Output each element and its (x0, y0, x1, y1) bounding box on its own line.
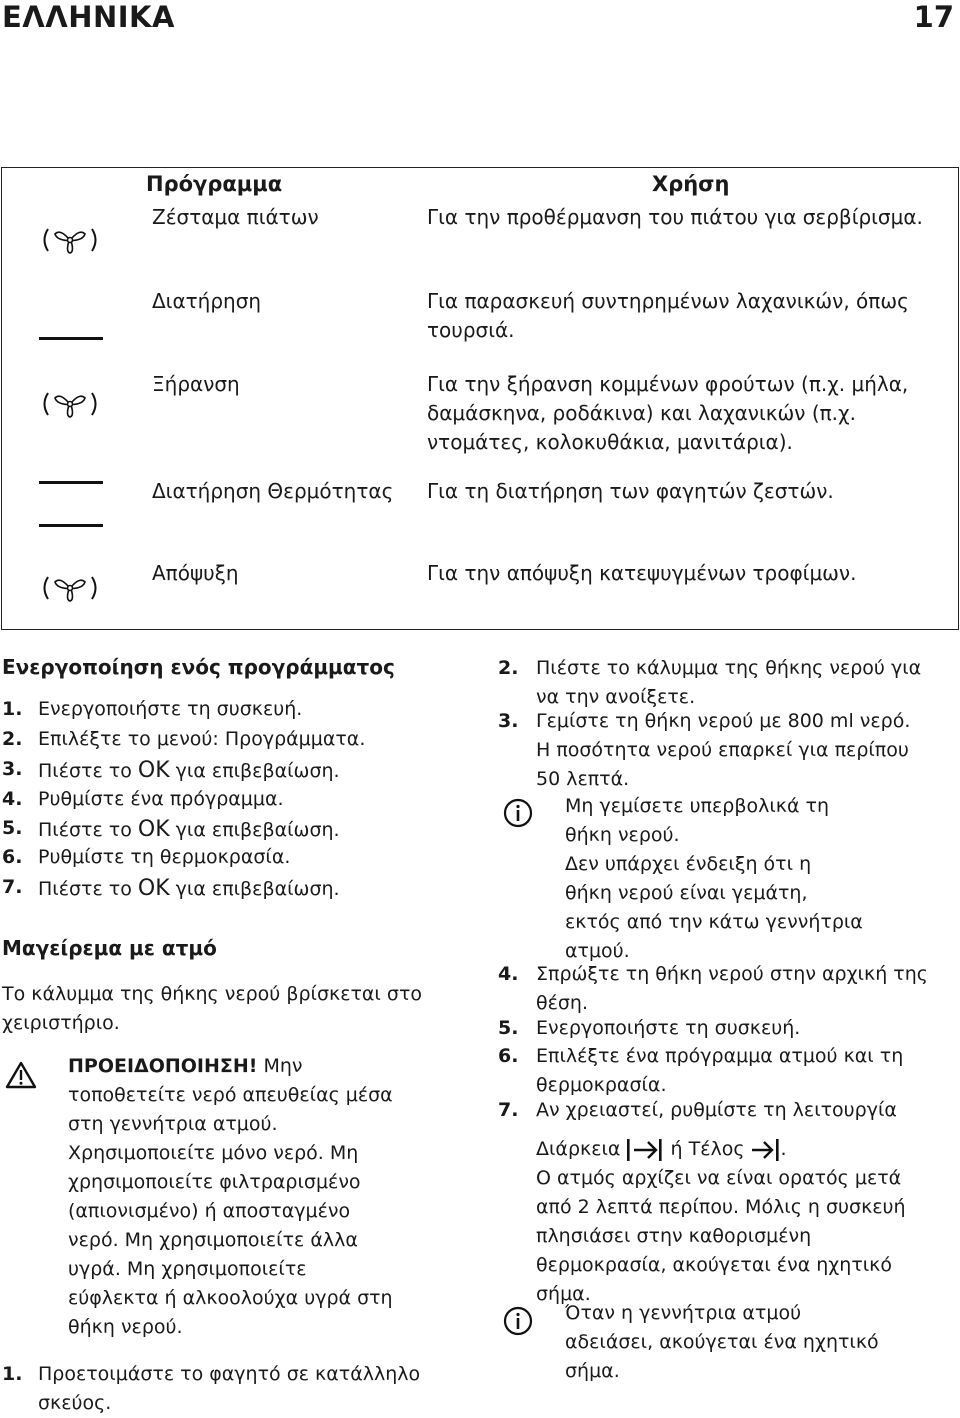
step-number: 4. (2, 788, 23, 810)
step-text (536, 960, 928, 1018)
step-number: 1. (2, 698, 23, 720)
program-name: Ζέσταμα πιάτων (152, 205, 319, 229)
intro-line: χειριστήριο. (2, 1012, 120, 1034)
step-text (38, 1360, 420, 1418)
step-text-post: για επιβεβαίωση. (169, 878, 340, 900)
step-text-post: για επιβεβαίωση. (169, 760, 340, 782)
end-label: ή Τέλος (664, 1138, 751, 1160)
step-text (38, 758, 340, 783)
step-number: 2. (498, 657, 519, 679)
warning-line: χρησιμοποιείτε φιλτραρισμένο (68, 1171, 361, 1193)
ok-button-label: OK (137, 758, 170, 783)
language-heading: ΕΛΛΗΝΙΚΑ (2, 0, 175, 34)
note-line: σήμα. (565, 1360, 620, 1382)
warning-line: νερό. Μη χρησιμοποιείτε άλλα (68, 1229, 358, 1251)
page-number: 17 (913, 0, 954, 34)
step-line: σήμα. (536, 1283, 591, 1305)
step-number: 5. (498, 1017, 519, 1039)
step-line: πλησιάσει στην καθορισμένη (536, 1225, 812, 1247)
step-2 (2, 728, 462, 758)
use-line: Για την ξήρανση κομμένων φρούτων (π.χ. μήλα, (427, 372, 909, 396)
step-line: Προετοιμάστε το φαγητό σε κατάλληλο (38, 1363, 421, 1385)
program-name: Διατήρηση (152, 289, 262, 313)
step-line: Πιέστε το κάλυμμα της θήκης νερού για (536, 657, 922, 679)
warning-label: ΠΡΟΕΙΔΟΠΟΙΗΣΗ! (68, 1055, 258, 1077)
note-line: Δεν υπάρχει ένδειξη ότι η (565, 853, 812, 875)
program-name: Απόψυξη (152, 561, 239, 585)
step-line: Σπρώξτε τη θήκη νερού στην αρχική της (536, 963, 928, 985)
step-line: θερμοκρασία. (536, 1074, 667, 1096)
step-line: Αν χρειαστεί, ρυθμίστε τη λειτουργία (536, 1099, 897, 1121)
step-line: Ο ατμός αρχίζει να είναι ορατός μετά (536, 1167, 902, 1189)
step-number: 6. (2, 846, 23, 868)
step-text (536, 707, 910, 794)
steam-intro (2, 980, 422, 1038)
top-bar-icon (39, 481, 103, 484)
program-table (1, 167, 959, 630)
step-text (536, 1042, 903, 1100)
step-number: 3. (498, 710, 519, 732)
note-line: Μη γεμίσετε υπερβολικά τη (565, 795, 829, 817)
step-number: 2. (2, 728, 23, 750)
warning-line: Μην (257, 1055, 303, 1077)
fan-icon (40, 389, 100, 419)
warning-line: υγρά. Μη χρησιμοποιείτε (68, 1258, 307, 1280)
warning-first-line (68, 1052, 468, 1081)
note-line: εκτός από την κάτω γεννήτρια (565, 911, 863, 933)
step-text (536, 1096, 956, 1309)
step-number: 7. (498, 1099, 519, 1121)
program-use: Για την προθέρμανση του πιάτου για σερβίρισμα. (427, 205, 923, 229)
fan-icon (40, 225, 100, 255)
step-line: Η ποσότητα νερού επαρκεί για περίπου (536, 739, 909, 761)
warning-line: εύφλεκτα ή αλκοολούχα υγρά στη (68, 1287, 393, 1309)
program-name: Διατήρηση Θερμότητας (152, 479, 394, 503)
use-line: Για παρασκευή συντηρημένων λαχανικών, όπως (427, 289, 909, 313)
ok-button-label: OK (137, 817, 170, 842)
program-use: Για την απόψυξη κατεψυγμένων τροφίμων. (427, 561, 857, 585)
step-text: Ενεργοποιήστε τη συσκευή. (38, 698, 303, 720)
end-time-icon (751, 1137, 781, 1163)
step-text-pre: Πιέστε το (38, 878, 138, 900)
step-line-end: . (780, 1138, 787, 1160)
step-number: 4. (498, 963, 519, 985)
step-number: 7. (2, 876, 23, 898)
step-line: Γεμίστε τη θήκη νερού με 800 ml νερό. (536, 710, 911, 732)
step-text: Ρυθμίστε τη θερμοκρασία. (38, 846, 291, 868)
step-3 (2, 758, 462, 788)
note-line: αδειάσει, ακούγεται ένα ηχητικό (565, 1331, 879, 1353)
program-name: Ξήρανση (152, 372, 240, 396)
step-line: από 2 λεπτά περίπου. Μόλις η συσκευή (536, 1196, 906, 1218)
ok-button-label: OK (137, 876, 170, 901)
step-line: Επιλέξτε ένα πρόγραμμα ατμού και τη (536, 1045, 904, 1067)
step-text-pre: Πιέστε το (38, 819, 138, 841)
step-line: 50 λεπτά. (536, 768, 630, 790)
program-use (427, 370, 908, 457)
step-1 (2, 698, 462, 728)
use-line: δαμάσκηνα, ροδάκινα) και λαχανικών (π.χ. (427, 401, 856, 425)
info-note-empty (565, 1299, 879, 1386)
duration-label: Διάρκεια (536, 1138, 627, 1160)
note-line: Όταν η γεννήτρια ατμού (565, 1302, 802, 1324)
step-text (38, 817, 340, 842)
step-number: 6. (498, 1045, 519, 1067)
step-number: 3. (2, 758, 23, 780)
info-note-water (565, 792, 863, 966)
step-text (536, 654, 921, 712)
duration-icon (626, 1137, 664, 1163)
step-5 (2, 817, 462, 846)
note-line: ατμού. (565, 940, 630, 962)
step-text: Επιλέξτε το μενού: Προγράμματα. (38, 728, 366, 750)
use-line: ντομάτες, κολοκυθάκια, μανιτάρια). (427, 430, 793, 454)
step-4 (2, 788, 462, 817)
warning-block (68, 1052, 468, 1342)
step-line: να την ανοίξετε. (536, 686, 696, 708)
warning-icon (5, 1060, 37, 1090)
program-use: Για τη διατήρηση των φαγητών ζεστών. (427, 479, 834, 503)
step-text (38, 876, 340, 901)
step-7 (2, 876, 462, 906)
step-line: θέση. (536, 992, 589, 1014)
bottom-bar-icon (39, 337, 103, 340)
step-text: Ενεργοποιήστε τη συσκευή. (536, 1017, 801, 1039)
column-header-use: Χρήση (652, 172, 730, 196)
fan-icon (40, 573, 100, 603)
step-text: Ρυθμίστε ένα πρόγραμμα. (38, 788, 284, 810)
activation-steps (2, 698, 462, 906)
warning-line: θήκη νερού. (68, 1316, 183, 1338)
note-line: θήκη νερού. (565, 824, 680, 846)
info-icon (503, 1306, 533, 1336)
step-text-post: για επιβεβαίωση. (169, 819, 340, 841)
warning-line: (απιονισμένο) ή αποσταγμένο (68, 1200, 351, 1222)
step-number: 5. (2, 817, 23, 839)
warning-line: τοποθετείτε νερό απευθείας μέσα (68, 1084, 393, 1106)
duration-end-line (536, 1135, 956, 1164)
warning-line: Χρησιμοποιείτε μόνο νερό. Μη (68, 1142, 359, 1164)
warning-line: στη γεννήτρια ατμού. (68, 1113, 278, 1135)
info-icon (503, 798, 533, 828)
steam-cooking-title: Μαγείρεμα με ατμό (2, 936, 217, 960)
activate-program-title: Ενεργοποίηση ενός προγράμματος (2, 655, 395, 679)
step-6 (2, 846, 462, 876)
step-text-pre: Πιέστε το (38, 760, 138, 782)
bottom-bar-icon (39, 524, 103, 527)
use-line: τουρσιά. (427, 318, 515, 342)
column-header-program: Πρόγραμμα (146, 172, 283, 196)
intro-line: Το κάλυμμα της θήκης νερού βρίσκεται στο (2, 983, 423, 1005)
step-number: 1. (2, 1363, 23, 1385)
step-line: θερμοκρασία, ακούγεται ένα ηχητικό (536, 1254, 893, 1276)
program-use (427, 287, 909, 345)
step-line: σκεύος. (38, 1392, 112, 1414)
note-line: θήκη νερού είναι γεμάτη, (565, 882, 808, 904)
